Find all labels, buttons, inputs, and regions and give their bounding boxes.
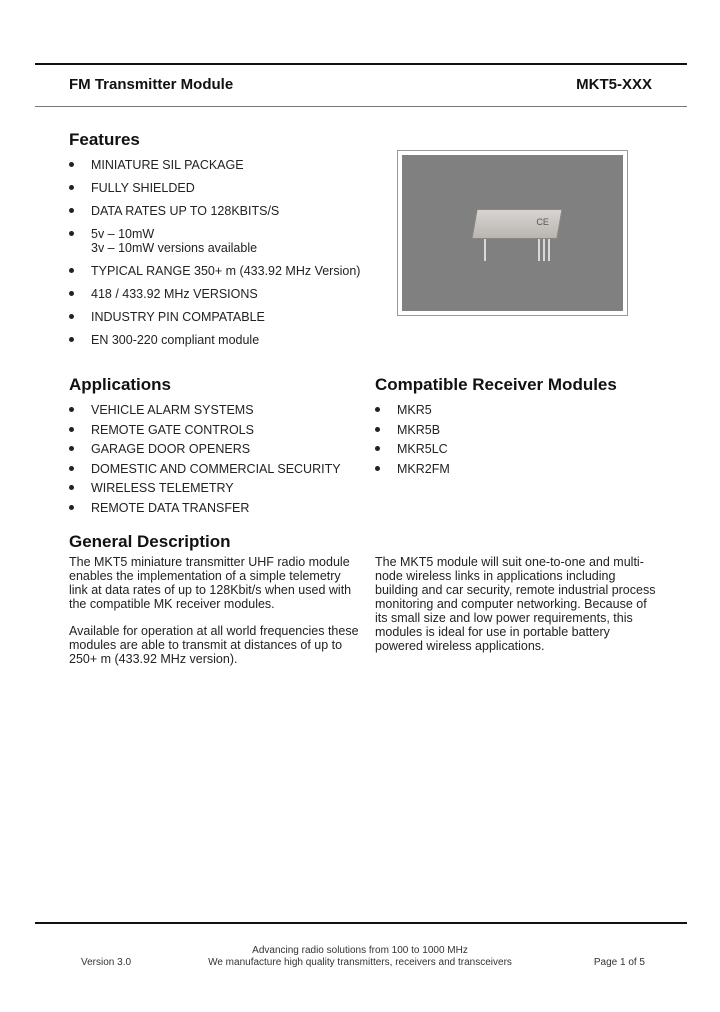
receivers-list [375, 403, 635, 481]
document-title: FM Transmitter Module [69, 76, 234, 93]
footer-rule [35, 922, 687, 924]
version-label: Version 3.0 [81, 957, 132, 968]
header-top-rule [35, 63, 687, 65]
list-item: MKR5B [375, 423, 635, 437]
list-item: 5v – 10mW 3v – 10mW versions available [69, 227, 369, 255]
module-pin [484, 239, 486, 261]
list-item: EN 300-220 compliant module [69, 333, 369, 347]
list-item: WIRELESS TELEMETRY [69, 481, 369, 495]
description-heading: General Description [69, 532, 231, 551]
list-item: TYPICAL RANGE 350+ m (433.92 MHz Version) [69, 264, 369, 278]
header-bottom-rule [35, 106, 687, 107]
list-item: DATA RATES UP TO 128KBITS/S [69, 204, 369, 218]
page-number: Page 1 of 5 [593, 957, 645, 968]
applications-heading: Applications [69, 375, 172, 394]
list-item: MINIATURE SIL PACKAGE [69, 158, 369, 172]
list-item: INDUSTRY PIN COMPATABLE [69, 310, 369, 324]
list-item: MKR5 [375, 403, 635, 417]
receivers-heading: Compatible Receiver Modules [375, 375, 617, 394]
list-item: REMOTE GATE CONTROLS [69, 423, 369, 437]
list-item: REMOTE DATA TRANSFER [69, 501, 369, 515]
features-list [69, 158, 369, 356]
part-number: MKT5-XXX [576, 76, 652, 93]
description-paragraph: The MKT5 miniature transmitter UHF radio module enables the implementation of a simple telemetry link at data rates of up to 128Kbit/s when used with the compatible MK receiver modules. [69, 555, 352, 611]
module-pin [538, 239, 540, 261]
module-pin [543, 239, 545, 261]
tagline-line: Advancing radio solutions from 100 to 1000 MHz [252, 945, 468, 956]
applications-list [69, 403, 369, 520]
ce-mark: CE [536, 217, 550, 227]
list-item: DOMESTIC AND COMMERCIAL SECURITY [69, 462, 369, 476]
module-image [402, 155, 623, 311]
list-item: MKR2FM [375, 462, 635, 476]
module-pin [548, 239, 550, 261]
tagline-line: We manufacture high quality transmitters, receivers and transceivers [208, 957, 512, 968]
list-item: FULLY SHIELDED [69, 181, 369, 195]
list-item: GARAGE DOOR OPENERS [69, 442, 369, 456]
features-heading: Features [69, 130, 140, 149]
description-paragraph: Available for operation at all world frequencies these modules are able to transmit at distances of up to 250+ m (433.92 MHz version). [69, 624, 359, 666]
product-photo [397, 150, 628, 316]
list-item: MKR5LC [375, 442, 635, 456]
module-shield-can [471, 209, 562, 239]
list-item: 418 / 433.92 MHz VERSIONS [69, 287, 369, 301]
description-paragraph: The MKT5 module will suit one-to-one and multi-node wireless links in applications including building and car security, remote industrial process monitoring and computer networking. Because of its small size and low power requirements, this modules is ideal for use in portable battery powered wireless applications. [375, 555, 656, 653]
list-item: VEHICLE ALARM SYSTEMS [69, 403, 369, 417]
